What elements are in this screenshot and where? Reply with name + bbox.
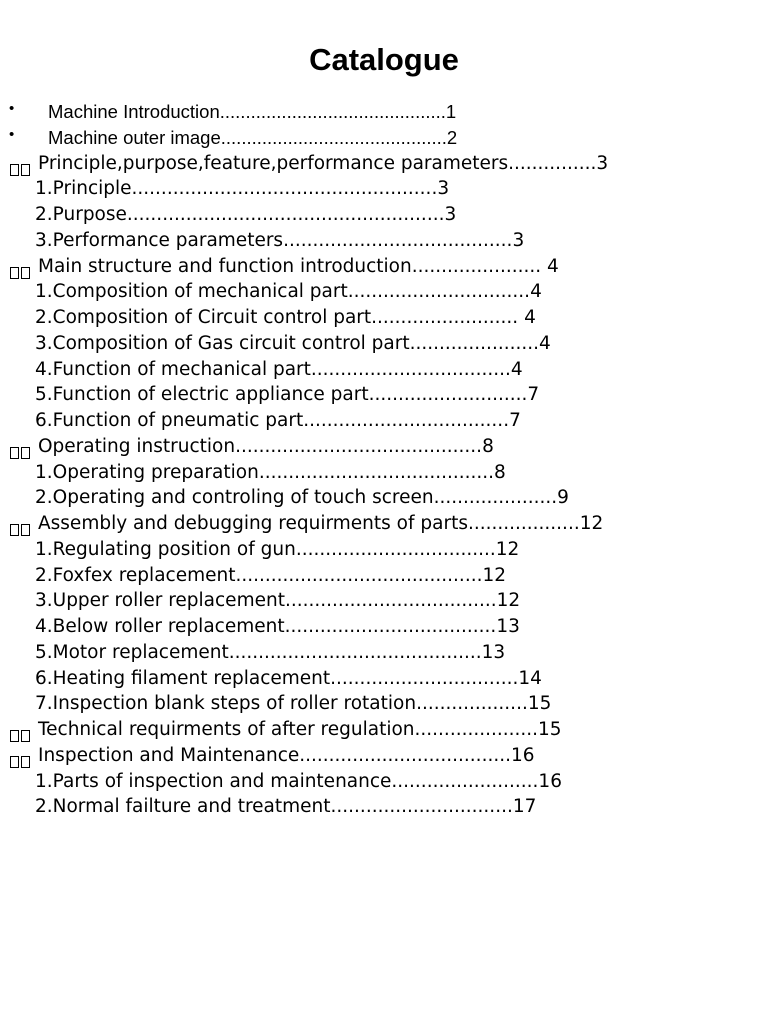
- toc-page-number: 12: [496, 590, 521, 612]
- toc-entry[interactable]: [0, 511, 768, 537]
- missing-glyph-icon: [10, 724, 34, 737]
- toc-entry-label: 3.Performance parameters: [35, 229, 284, 251]
- toc-entry-label: 5.Motor replacement: [35, 641, 229, 663]
- toc-entry-text: [35, 666, 542, 692]
- toc-page-number: 16: [510, 744, 535, 766]
- toc-entry[interactable]: [0, 228, 768, 254]
- toc-page-number: 12: [495, 538, 520, 560]
- toc-entry-text: [35, 640, 505, 666]
- toc-entry[interactable]: [0, 176, 768, 202]
- toc-entry-label: 6.Function of pneumatic part: [35, 410, 304, 431]
- toc-dot-leader: ................................: [330, 667, 519, 689]
- toc-entry-text: [35, 691, 551, 717]
- toc-page-number: 3: [444, 204, 457, 225]
- missing-glyph-icon: [10, 441, 34, 454]
- toc-entry-label: Machine outer image: [48, 126, 221, 148]
- toc-entry[interactable]: [0, 357, 768, 383]
- toc-entry-text: [35, 460, 506, 486]
- toc-dot-leader: ..........................................: [235, 564, 483, 586]
- toc-entry-label: 1.Principle: [35, 178, 132, 200]
- toc-entry[interactable]: [0, 305, 768, 331]
- toc-entry-text: [35, 537, 519, 563]
- toc-page-number: 7: [527, 384, 540, 406]
- toc-dot-leader: ......................: [411, 255, 547, 277]
- toc-page-number: 17: [512, 796, 537, 818]
- toc-entry-text: [35, 769, 562, 795]
- toc-dot-leader: ......................: [409, 332, 539, 354]
- toc-entry-text: [35, 331, 551, 357]
- toc-entry-label: 2.Composition of Circuit control part: [35, 307, 372, 328]
- toc-entry-text: [35, 614, 520, 640]
- toc-page-number: 14: [518, 667, 542, 689]
- toc-entry-text: [48, 125, 457, 151]
- toc-entry[interactable]: [0, 563, 768, 589]
- toc-page-number: 13: [481, 641, 506, 663]
- toc-page-number: 9: [557, 487, 569, 509]
- missing-glyph-icon: [10, 158, 34, 171]
- toc-entry-label: Technical requirments of after regulation: [38, 719, 415, 740]
- toc-page-number: 3: [512, 229, 525, 251]
- toc-entry-label: 5.Function of electric appliance part: [35, 384, 369, 406]
- toc-dot-leader: ...................................: [303, 410, 510, 431]
- toc-entry-label: Main structure and function introduction: [38, 255, 412, 277]
- toc-dot-leader: .......................................: [283, 229, 513, 251]
- toc-entry[interactable]: [0, 460, 768, 486]
- toc-page-number: 1: [445, 101, 457, 122]
- toc-entry-label: Inspection and Maintenance: [38, 744, 300, 766]
- toc-entry[interactable]: [0, 279, 768, 305]
- toc-page-number: 15: [527, 693, 552, 715]
- toc-entry-text: [35, 382, 539, 408]
- toc-dot-leader: ...................: [416, 693, 528, 715]
- bullet-icon: •: [9, 100, 15, 117]
- toc-page-number: 3: [437, 178, 450, 200]
- toc-entry[interactable]: [0, 614, 768, 640]
- toc-entry[interactable]: [0, 254, 768, 280]
- toc-entry-label: Assembly and debugging requirments of parts: [38, 513, 468, 534]
- toc-entry-label: 6.Heating filament replacement: [35, 667, 331, 689]
- toc-entry-text: [35, 176, 449, 202]
- toc-page-number: 4: [530, 281, 542, 303]
- toc-entry[interactable]: [0, 743, 768, 769]
- missing-glyph-icon: [10, 518, 34, 531]
- toc-entry[interactable]: [0, 769, 768, 795]
- toc-dot-leader: .........................: [391, 770, 539, 792]
- toc-entry[interactable]: [0, 151, 768, 177]
- toc-entry-label: 2.Operating and controling of touch screen: [35, 487, 434, 509]
- toc-entry-text: [35, 794, 536, 820]
- toc-page-number: 3: [596, 152, 609, 174]
- toc-page-number: 12: [482, 564, 507, 586]
- toc-entry-text: [38, 511, 603, 537]
- toc-dot-leader: ...........................................: [228, 641, 482, 663]
- toc-entry[interactable]: [0, 537, 768, 563]
- toc-entry-label: 3.Upper roller replacement: [35, 590, 285, 612]
- toc-entry[interactable]: [0, 717, 768, 743]
- toc-dot-leader: ............................................: [219, 101, 446, 122]
- toc-entry-text: [38, 254, 559, 280]
- toc-entry-label: 3.Composition of Gas circuit control part: [35, 332, 410, 354]
- toc-entry[interactable]: [0, 408, 768, 434]
- toc-page-number: 12: [579, 513, 604, 534]
- toc-dot-leader: ...........................: [368, 384, 528, 406]
- toc-entry-text: [35, 588, 520, 614]
- toc-entry-text: [35, 305, 536, 331]
- toc-entry-text: [35, 408, 521, 434]
- toc-page-number: 15: [538, 719, 562, 740]
- bullet-icon: •: [9, 125, 15, 143]
- toc-entry-label: Principle,purpose,feature,performance parameters: [38, 152, 509, 174]
- toc-entry[interactable]: [0, 794, 768, 820]
- toc-entry[interactable]: [0, 331, 768, 357]
- toc-entry-text: [38, 151, 608, 177]
- toc-dot-leader: ....................................: [299, 744, 511, 766]
- toc-entry-label: 1.Parts of inspection and maintenance: [35, 770, 392, 792]
- toc-dot-leader: ...............: [508, 152, 597, 174]
- toc-entry[interactable]: [0, 382, 768, 408]
- toc-dot-leader: ..................................: [295, 538, 496, 560]
- toc-dot-leader: ............................................: [220, 126, 447, 148]
- missing-glyph-icon: [10, 750, 34, 763]
- toc-entry-text: [48, 99, 456, 125]
- toc-entry-text: [35, 485, 569, 511]
- toc-entry-text: [35, 279, 542, 305]
- toc-entry-label: Machine Introduction: [48, 101, 220, 122]
- toc-page-number: 8: [494, 461, 506, 483]
- toc-dot-leader: ..........................................: [235, 435, 483, 457]
- toc-entry-label: 7.Inspection blank steps of roller rotation: [35, 693, 417, 715]
- toc-entry-label: 1.Regulating position of gun: [35, 538, 296, 560]
- toc-entry-text: [35, 202, 456, 228]
- toc-entry[interactable]: [0, 588, 768, 614]
- toc-entry-label: 1.Composition of mechanical part: [35, 281, 348, 303]
- toc-entry[interactable]: [0, 666, 768, 692]
- toc-entry-text: [35, 563, 506, 589]
- toc-entry[interactable]: [0, 691, 768, 717]
- toc-entry[interactable]: [0, 434, 768, 460]
- toc-dot-leader: ....................................: [284, 590, 497, 612]
- toc-dot-leader: ....................................................: [131, 178, 438, 200]
- toc-dot-leader: .....................: [414, 719, 539, 740]
- missing-glyph-icon: [10, 261, 34, 274]
- toc-entry-label: 2.Purpose: [35, 204, 127, 225]
- toc-page-number: 2: [446, 126, 458, 148]
- toc-page-number: 7: [509, 410, 521, 431]
- toc-entry[interactable]: [0, 125, 768, 151]
- toc-entry-label: Operating instruction: [38, 435, 236, 457]
- toc-page-number: 4: [538, 332, 551, 354]
- toc-dot-leader: ........................................: [258, 461, 495, 483]
- toc-entry-text: [38, 434, 494, 460]
- toc-page-number: 13: [496, 616, 520, 637]
- table-of-contents: [0, 99, 768, 820]
- toc-entry-label: 2.Foxfex replacement: [35, 564, 236, 586]
- toc-entry-label: 4.Below roller replacement: [35, 616, 285, 637]
- toc-page-number: 4: [510, 358, 523, 380]
- toc-dot-leader: .....................: [433, 487, 558, 509]
- toc-entry-label: 4.Function of mechanical part: [35, 358, 311, 380]
- toc-entry-label: 1.Operating preparation: [35, 461, 259, 483]
- toc-page-number: 4: [524, 307, 536, 328]
- toc-entry[interactable]: [0, 202, 768, 228]
- toc-entry-text: [38, 743, 535, 769]
- toc-entry-label: 2.Normal failture and treatment: [35, 796, 331, 818]
- toc-page-number: 16: [538, 770, 562, 792]
- document-title: Catalogue: [309, 42, 459, 77]
- toc-entry[interactable]: [0, 99, 768, 125]
- toc-dot-leader: ....................................: [284, 616, 497, 637]
- toc-entry[interactable]: [0, 485, 768, 511]
- toc-page-number: 4: [547, 255, 559, 277]
- toc-entry[interactable]: [0, 640, 768, 666]
- toc-dot-leader: ...................: [467, 513, 580, 534]
- toc-dot-leader: ...............................: [330, 796, 513, 818]
- toc-entry-text: [38, 717, 562, 743]
- toc-dot-leader: ......................................................: [126, 204, 445, 225]
- toc-entry-text: [35, 357, 523, 383]
- toc-dot-leader: .........................: [371, 307, 525, 328]
- toc-entry-text: [35, 228, 524, 254]
- toc-dot-leader: ..................................: [310, 358, 511, 380]
- toc-dot-leader: ...............................: [347, 281, 531, 303]
- toc-page-number: 8: [482, 435, 494, 457]
